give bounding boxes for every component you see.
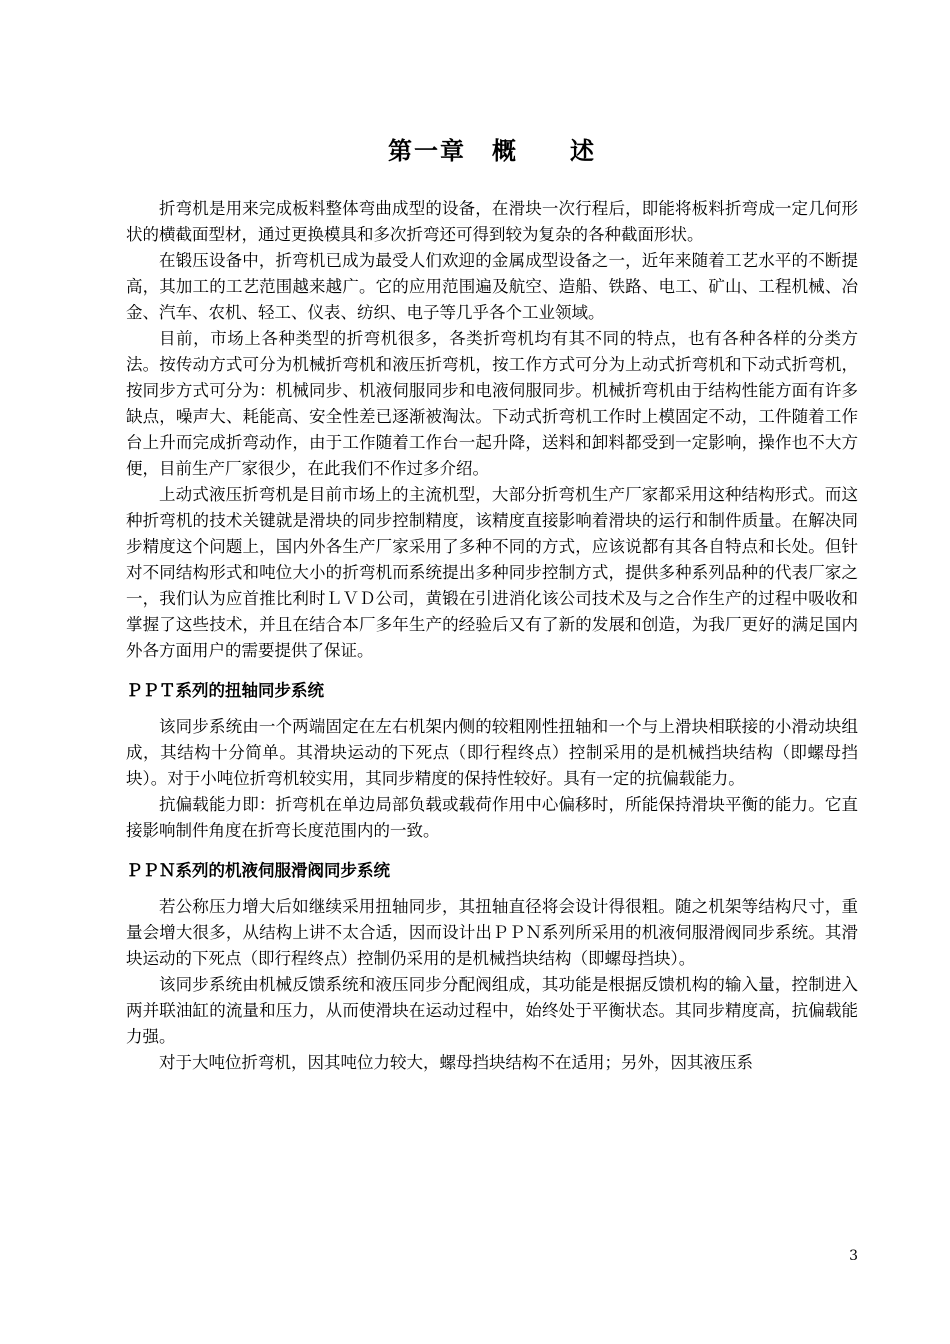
paragraph: 在锻压设备中，折弯机已成为最受人们欢迎的金属成型设备之一，近年来随着工艺水平的不断提高，其加工的工艺范围越来越广。它的应用范围遍及航空、造船、铁路、电工、矿山、工程机械、冶金、汽车、农机、轻工、仪表、纺织、电子等几乎各个工业领域。	[126, 251, 858, 322]
chapter-title: 第一章 概 述	[388, 137, 596, 165]
section-heading: ＰＰＴ系列的扭轴同步系统	[126, 681, 324, 700]
paragraph: 折弯机是用来完成板料整体弯曲成型的设备，在滑块一次行程后，即能将板料折弯成一定几何形状的横截面型材，通过更换模具和多次折弯还可得到较为复杂的各种截面形状。	[126, 199, 858, 244]
paragraph: 对于大吨位折弯机，因其吨位力较大，螺母挡块结构不在适用；另外，因其液压系	[159, 1053, 753, 1072]
paragraph: 抗偏载能力即：折弯机在单边局部负载或载荷作用中心偏移时，所能保持滑块平衡的能力。它直接影响制件角度在折弯长度范围内的一致。	[126, 795, 858, 840]
paragraph: 该同步系统由机械反馈系统和液压同步分配阀组成，其功能是根据反馈机构的输入量，控制进入两并联油缸的流量和压力，从而使滑块在运动过程中，始终处于平衡状态。其同步精度高，抗偏载能力强。	[126, 975, 858, 1046]
section-ppt	[126, 678, 858, 844]
section-ppn	[126, 858, 858, 1076]
paragraph: 该同步系统由一个两端固定在左右机架内侧的较粗刚性扭轴和一个与上滑块相联接的小滑动块组成，其结构十分简单。其滑块运动的下死点（即行程终点）控制采用的是机械挡块结构（即螺母挡块）。对于小吨位折弯机较实用，其同步精度的保持性较好。具有一定的抗偏载能力。	[126, 717, 858, 788]
page-number: 3	[849, 1248, 858, 1264]
paragraph: 上动式液压折弯机是目前市场上的主流机型，大部分折弯机生产厂家都采用这种结构形式。而这种折弯机的技术关键就是滑块的同步控制精度，该精度直接影响着滑块的运行和制件质量。在解决同步精度这个问题上，国内外各生产厂家采用了多种不同的方式，应该说都有其各自特点和长处。但针对不同结构形式和吨位大小的折弯机而系统提出多种同步控制方式，提供多种系列品种的代表厂家之一，我们认为应首推比利时ＬＶＤ公司，黄锻在引进消化该公司技术及与之合作生产的过程中吸收和掌握了这些技术，并且在结合本厂多年生产的经验后又有了新的发展和创造，为我厂更好的满足国内外各方面用户的需要提供了保证。	[126, 485, 858, 660]
paragraph: 若公称压力增大后如继续采用扭轴同步，其扭轴直径将会设计得很粗。随之机架等结构尺寸，重量会增大很多，从结构上讲不太合适，因而设计出ＰＰＮ系列所采用的机液伺服滑阀同步系统。其滑块运动的下死点（即行程终点）控制仍采用的是机械挡块结构（即螺母挡块）。	[126, 897, 858, 968]
paragraph: 目前，市场上各种类型的折弯机很多，各类折弯机均有其不同的特点，也有各种各样的分类方法。按传动方式可分为机械折弯机和液压折弯机，按工作方式可分为上动式折弯机和下动式折弯机，按同步方式可分为：机械同步、机液伺服同步和电液伺服同步。机械折弯机由于结构性能方面有许多缺点，噪声大、耗能高、安全性差已逐渐被淘汰。下动式折弯机工作时上模固定不动，工件随着工作台上升而完成折弯动作，由于工作随着工作台一起升降，送料和卸料都受到一定影响，操作也不大方便，目前生产厂家很少，在此我们不作过多介绍。	[126, 329, 858, 478]
section-intro	[126, 196, 858, 664]
section-heading: ＰＰＮ系列的机液伺服滑阀同步系统	[126, 861, 390, 880]
